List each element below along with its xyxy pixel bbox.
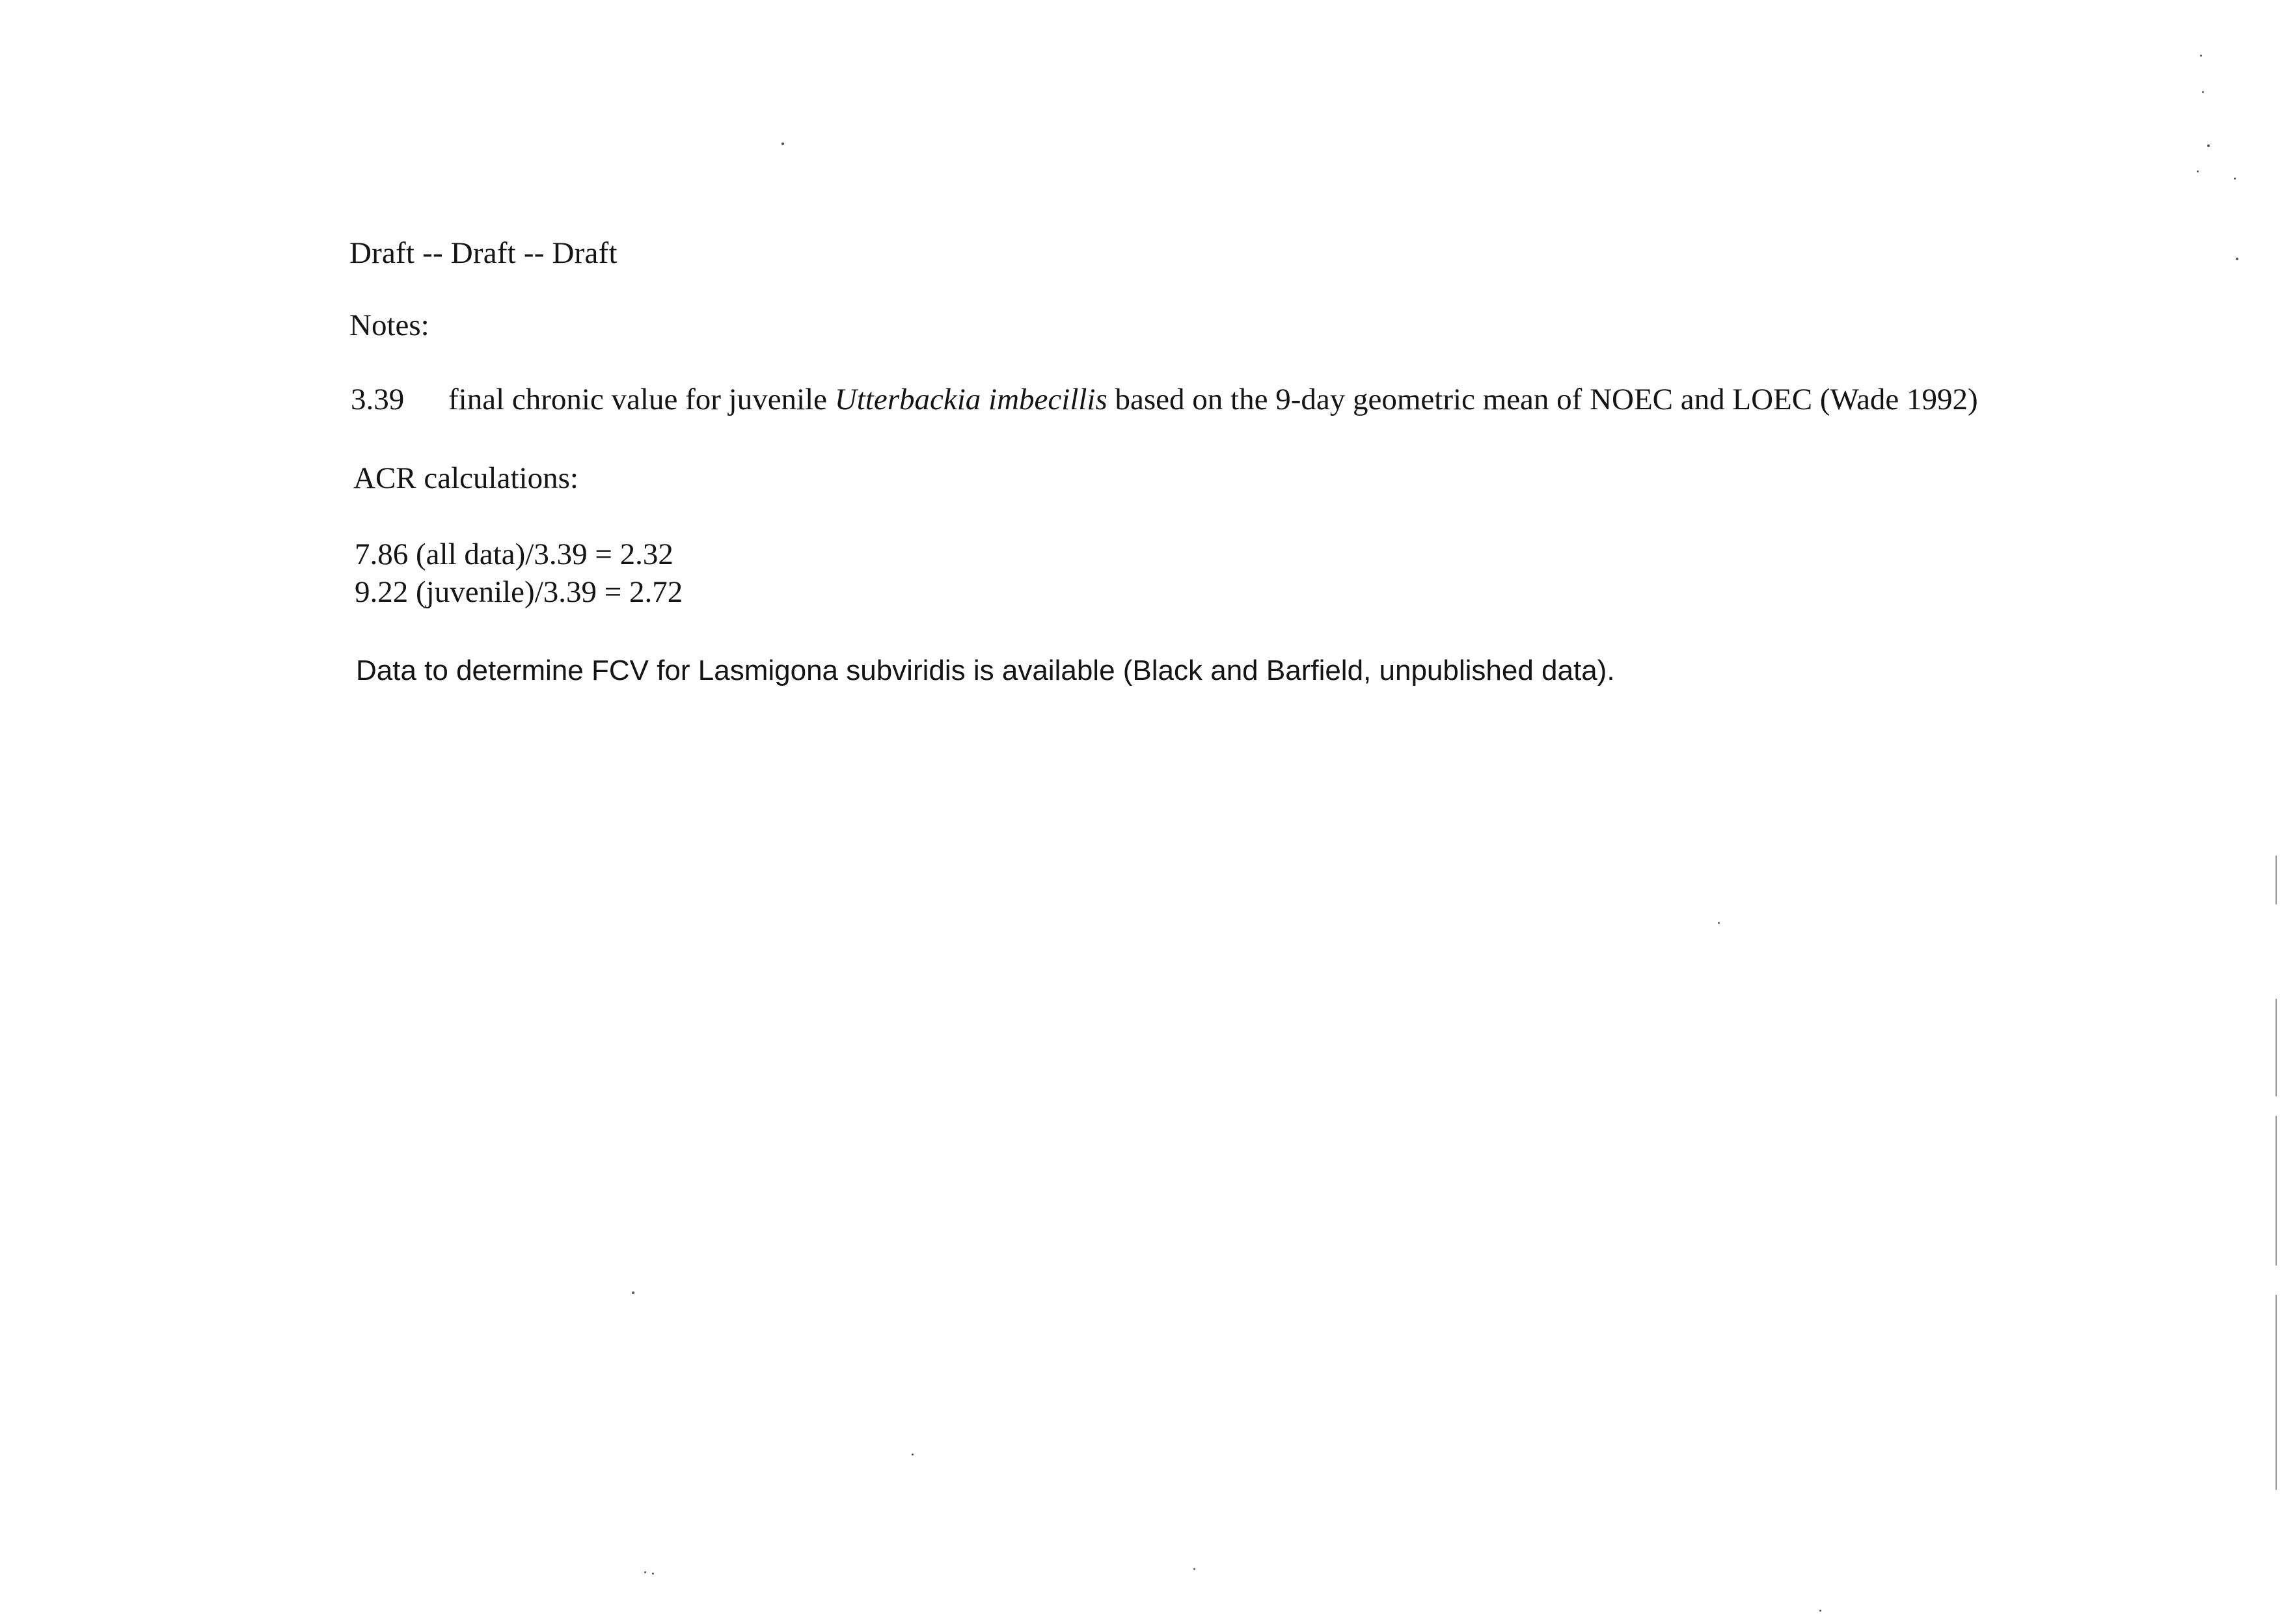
scan-speck (632, 1292, 634, 1294)
scan-speck (781, 142, 784, 145)
scan-speck (1819, 1610, 1821, 1612)
data-note: Data to determine FCV for Lasmigona subviridis is available (Black and Barfield, unpublished data). (356, 655, 1615, 686)
scan-speck (2236, 258, 2238, 260)
draft-header: Draft -- Draft -- Draft (349, 236, 618, 270)
scan-speck (2200, 55, 2202, 57)
scan-edge-line (2275, 856, 2277, 904)
scan-speck (1193, 1568, 1195, 1570)
scan-speck (912, 1454, 914, 1455)
scan-speck (644, 1571, 646, 1573)
scan-edge-line (2275, 1295, 2277, 1490)
scan-edge-line (2275, 1116, 2277, 1265)
acr-line-juvenile: 9.22 (juvenile)/3.39 = 2.72 (355, 575, 683, 609)
scan-speck (2202, 91, 2204, 93)
acr-line-all-data: 7.86 (all data)/3.39 = 2.32 (355, 537, 673, 571)
note-text-after: based on the 9-day geometric mean of NOEC and LOEC (Wade 1992) (1107, 383, 1978, 416)
acr-label: ACR calculations: (353, 461, 578, 495)
notes-label: Notes: (349, 308, 429, 342)
note-number: 3.39 (351, 383, 405, 416)
note-row (351, 381, 1978, 418)
scan-speck (1718, 922, 1720, 924)
note-species: Utterbackia imbecillis (834, 383, 1107, 416)
scan-speck (2197, 170, 2199, 172)
scan-speck (652, 1573, 654, 1575)
note-text-before: final chronic value for juvenile (448, 383, 835, 416)
scan-edge-line (2275, 999, 2277, 1096)
scan-speck (2234, 178, 2236, 180)
scan-speck (2207, 144, 2210, 147)
